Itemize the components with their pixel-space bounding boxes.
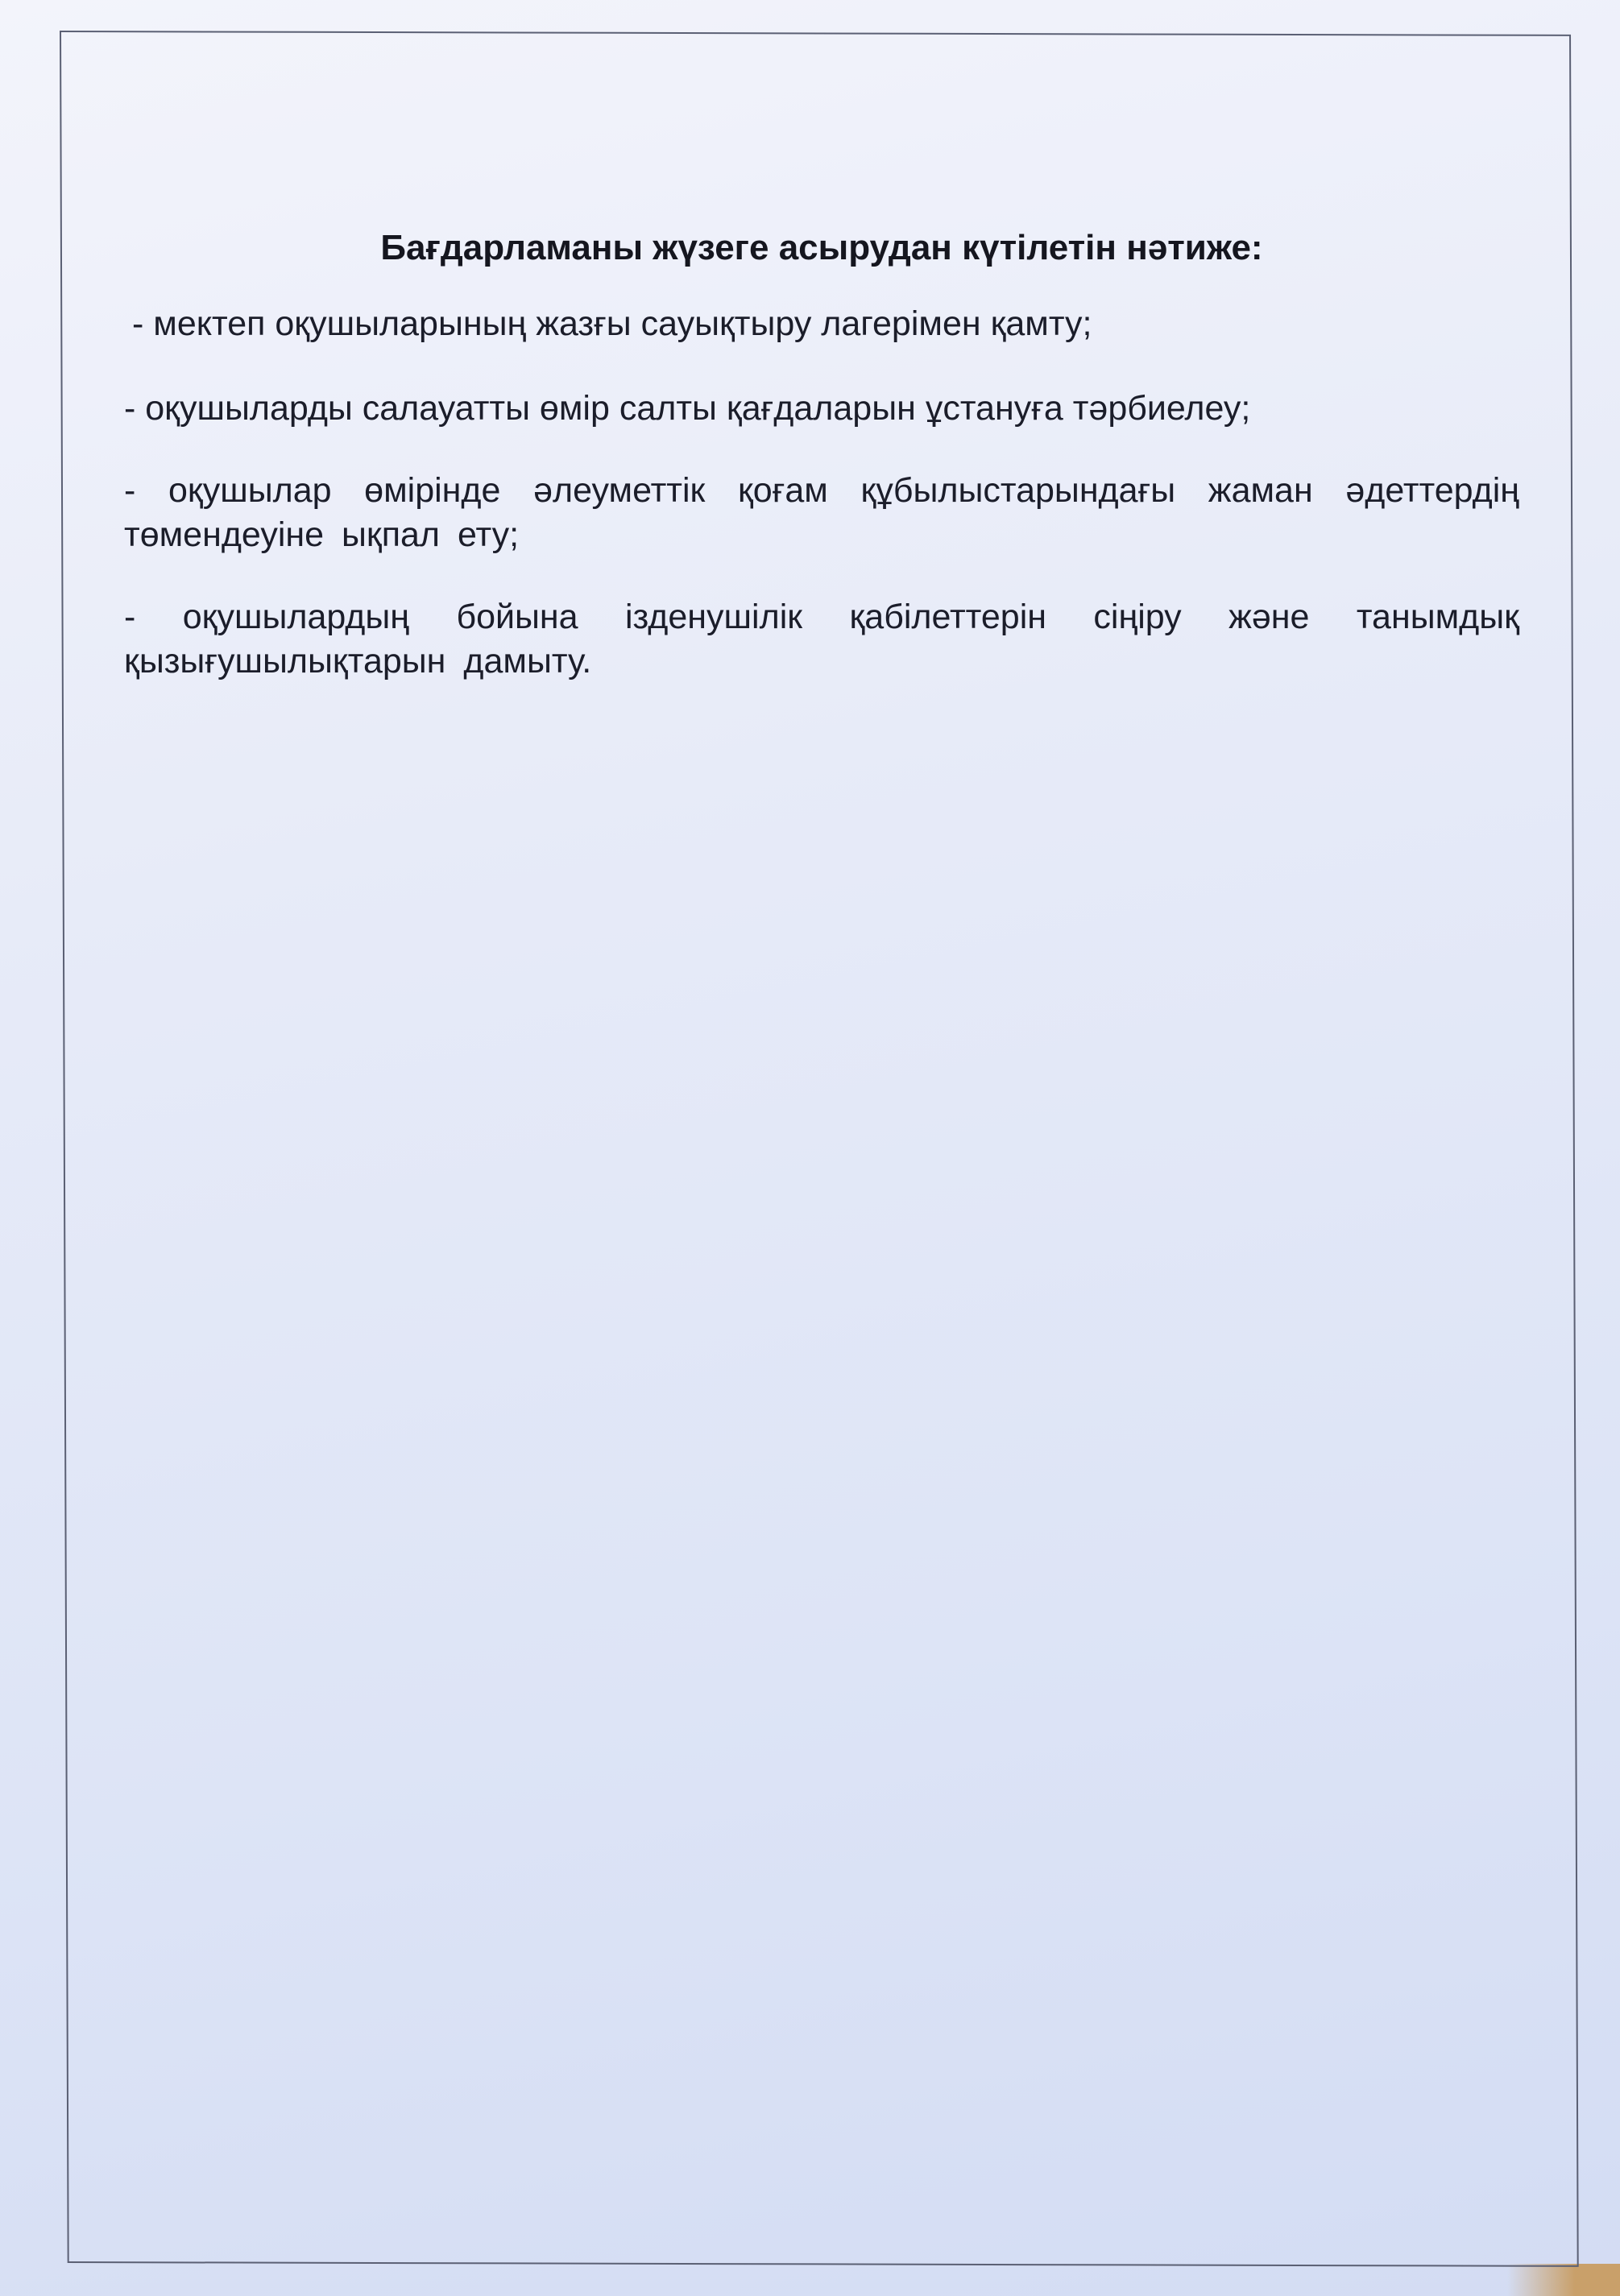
list-item: - оқушылардың бойына ізденушілік қабілеттерін сіңіру және танымдық қызығушылықтарын дамыту. [124, 598, 1519, 681]
list-item: - мектеп оқушыларының жазғы сауықтыру лагерімен қамту; [132, 304, 1092, 343]
document-body [124, 225, 1519, 722]
list-item: - оқушылар өмірінде әлеуметтік қоғам құбылыстарындағы жаман әдеттердің төмендеуіне ықпал ету; [124, 471, 1519, 554]
table-surface [1507, 2264, 1620, 2296]
document-title: Бағдарламаны жүзеге асырудан күтілетін нәтиже: [380, 228, 1263, 267]
list-item: - оқушыларды салауатты өмір салты қағдаларын ұстануға тәрбиелеу; [124, 389, 1251, 428]
